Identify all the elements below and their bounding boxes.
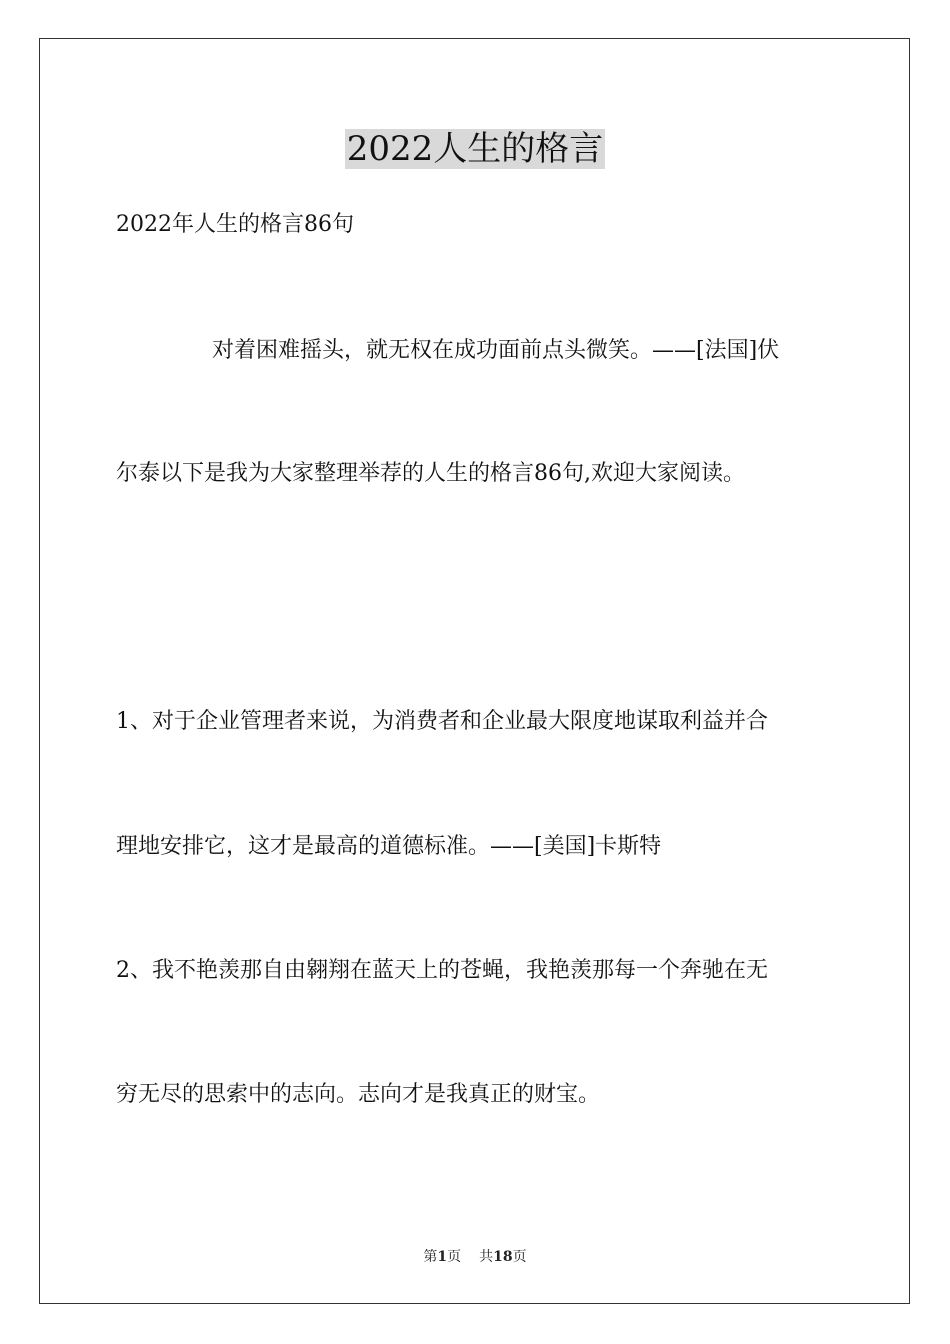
footer-total-prefix: 共 <box>479 1249 494 1265</box>
footer-page-number: 1 <box>437 1249 448 1265</box>
paragraph-line-5: 2、我不艳羡那自由翱翔在蓝天上的苍蝇，我艳羡那每一个奔驰在无 <box>116 958 768 983</box>
paragraph-line-4: 理地安排它，这才是最高的道德标准。——[美国]卡斯特 <box>116 834 662 859</box>
paragraph-line-1: 对着困难摇头，就无权在成功面前点头微笑。——[法国]伏 <box>212 338 780 363</box>
footer-page-prefix: 第 <box>423 1249 438 1265</box>
page-footer <box>0 1247 950 1267</box>
paragraph-line-2: 尔泰以下是我为大家整理举荐的人生的格言86句,欢迎大家阅读。 <box>116 461 745 486</box>
paragraph-line-6: 穷无尽的思索中的志向。志向才是我真正的财宝。 <box>116 1082 601 1107</box>
paragraph-line-3: 1、对于企业管理者来说，为消费者和企业最大限度地谋取利益并合 <box>116 709 768 734</box>
title-text: 2022人生的格言 <box>346 129 604 169</box>
footer-page-suffix: 页 <box>447 1249 462 1265</box>
footer-total-suffix: 页 <box>512 1249 527 1265</box>
footer-total-pages: 18 <box>493 1249 513 1265</box>
subtitle: 2022年人生的格言86句 <box>116 212 354 237</box>
document-title <box>0 126 950 172</box>
